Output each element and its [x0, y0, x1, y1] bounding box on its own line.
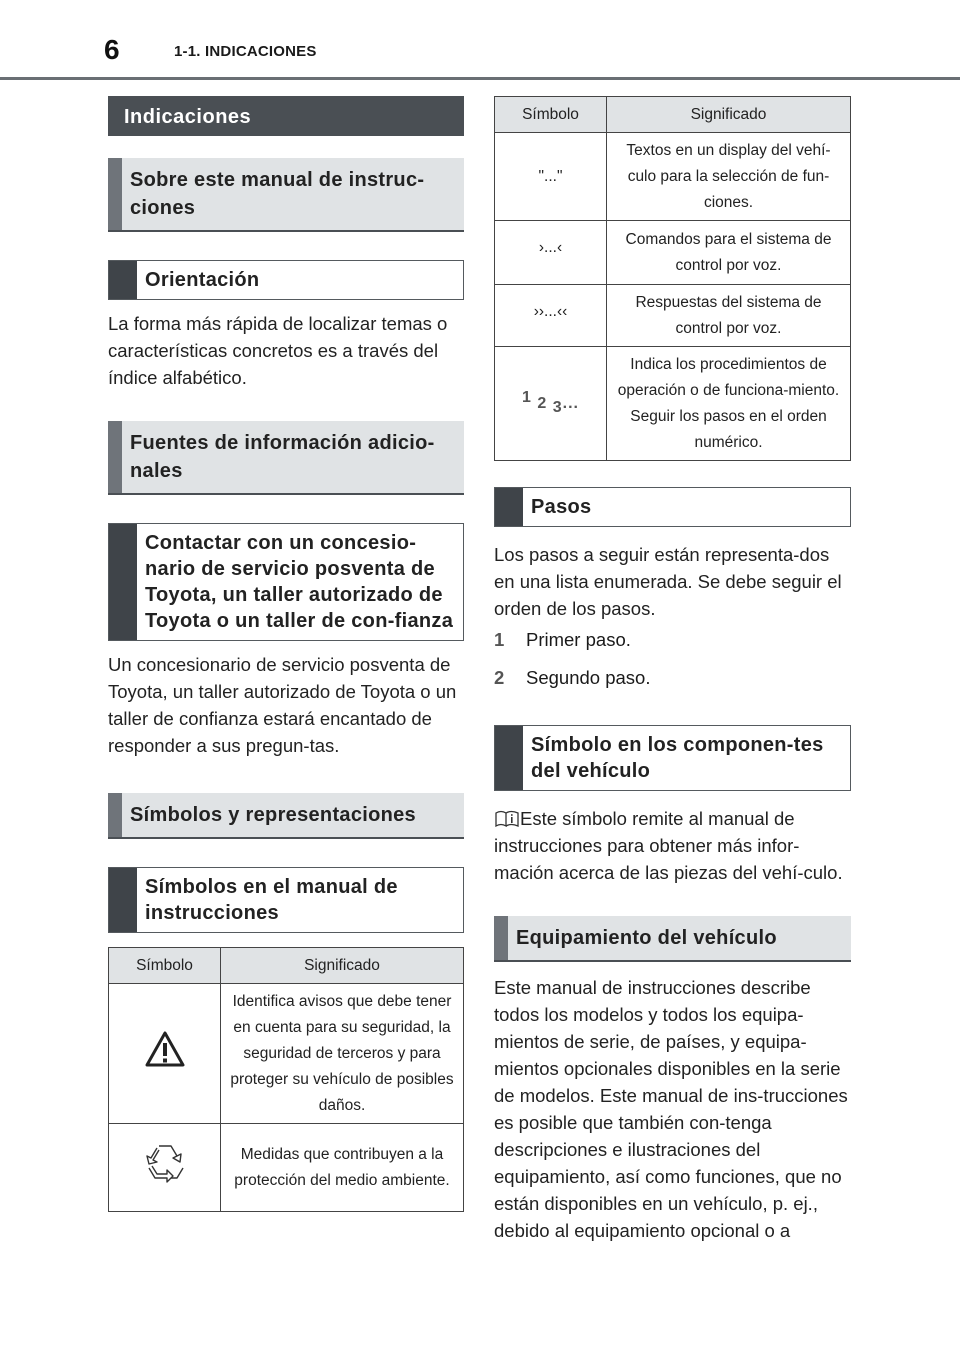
component-symbol-heading: Símbolo en los componen-tes del vehículo — [494, 725, 851, 791]
table-header-row — [495, 97, 851, 133]
table-cell-symbol: ›...‹ — [495, 221, 607, 285]
section-title: 1-1. INDICACIONES — [174, 43, 317, 60]
col-meaning-header: Significado — [221, 948, 464, 984]
table-header-row — [109, 948, 464, 984]
sources-heading: Fuentes de información adicio-nales — [108, 421, 464, 495]
steps-paragraph: Los pasos a seguir están representa-dos en una lista enumerada. Se debe seguir el orden de los pasos. — [494, 544, 842, 619]
table-row — [109, 1124, 464, 1212]
warning-triangle-icon — [145, 1031, 185, 1067]
table-cell-symbol: "..." — [495, 133, 607, 221]
col-symbol-header: Símbolo — [495, 97, 607, 133]
right-column — [494, 96, 851, 1244]
col-symbol-header: Símbolo — [109, 948, 221, 984]
contact-heading: Contactar con un concesio-nario de servicio posventa de Toyota, un taller autorizado de Toyota o un taller de con-fianza — [108, 523, 464, 641]
text-symbols-table — [494, 96, 851, 461]
equipment-heading: Equipamiento del vehículo — [494, 916, 851, 962]
list-item: 2 Segundo paso. — [494, 667, 651, 688]
manual-symbols-table — [108, 947, 464, 1212]
table-cell-meaning: Medidas que contribuyen a la protección del medio ambiente. — [221, 1124, 464, 1212]
equipment-paragraph: Este manual de instrucciones describe todos los modelos y todos los equipa-mientos de serie, de países, y equipa-mientos opcionales disponibles en la serie de modelos. Este manual de ins-trucciones es posible que también con-tenga descripciones e ilustraciones del equipamiento, así como funciones, que no están disponibles en un vehículo, p. ej., debido al equipamiento opcional o a — [494, 977, 848, 1241]
recycle-icon — [143, 1142, 187, 1184]
page-header — [0, 0, 960, 80]
table-cell-meaning: Indica los procedimientos de operación o de funciona-miento. Seguir los pasos en el orden numérico. — [607, 347, 851, 461]
table-cell-meaning: Textos en un display del vehí-culo para la selección de fun-ciones. — [607, 133, 851, 221]
orientation-paragraph: La forma más rápida de localizar temas o características concretos es a través del índice alfabético. — [108, 313, 448, 388]
table-row — [495, 285, 851, 347]
orientation-heading: Orientación — [108, 260, 464, 300]
table-cell-meaning: Respuestas del sistema de control por voz. — [607, 285, 851, 347]
table-row — [495, 347, 851, 461]
table-cell-meaning: Identifica avisos que debe tener en cuenta para su seguridad, la seguridad de terceros y para proteger su vehículo de posibles daños. — [221, 984, 464, 1124]
step-numbers-symbol: 1 2 3... — [522, 388, 579, 416]
table-row — [495, 133, 851, 221]
contact-paragraph: Un concesionario de servicio posventa de Toyota, un taller autorizado de Toyota o un taller de confianza estará encantado de responder a sus pregun-tas. — [108, 654, 457, 756]
table-cell-symbol — [495, 347, 607, 461]
header-rule — [0, 77, 960, 80]
table-row — [109, 984, 464, 1124]
page-number: 6 — [104, 34, 120, 65]
component-symbol-paragraph: Este símbolo remite al manual de instrucciones para obtener más infor-mación acerca de las piezas del vehí-culo. — [494, 808, 843, 883]
manual-book-icon — [494, 809, 520, 827]
left-column — [108, 96, 464, 1212]
about-manual-heading: Sobre este manual de instruc-ciones — [108, 158, 464, 232]
main-heading: Indicaciones — [108, 96, 464, 136]
table-cell-symbol: ››...‹‹ — [495, 285, 607, 347]
steps-heading: Pasos — [494, 487, 851, 527]
table-row — [495, 221, 851, 285]
table-cell-meaning: Comandos para el sistema de control por voz. — [607, 221, 851, 285]
symbols-heading: Símbolos y representaciones — [108, 793, 464, 839]
list-item: 1 Primer paso. — [494, 629, 631, 650]
col-meaning-header: Significado — [607, 97, 851, 133]
manual-symbols-heading: Símbolos en el manual de instrucciones — [108, 867, 464, 933]
